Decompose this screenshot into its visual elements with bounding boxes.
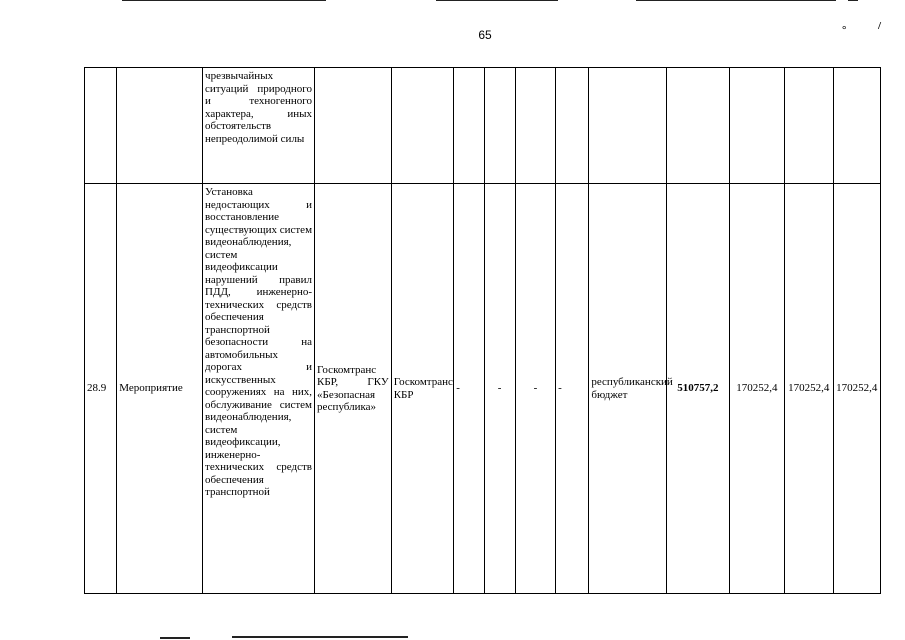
scan-tick-mark: / bbox=[878, 20, 882, 32]
indicator-cell: - bbox=[484, 184, 515, 594]
indicator-cell: - bbox=[556, 184, 589, 594]
row-type-cell bbox=[117, 68, 203, 184]
year-amount-cell: 170252,4 bbox=[785, 184, 833, 594]
program-table bbox=[84, 67, 881, 594]
page-number: 65 bbox=[478, 28, 492, 42]
row-number-cell bbox=[85, 68, 117, 184]
scan-speck-mark: ° bbox=[842, 24, 847, 36]
total-cell: 510757,2 bbox=[667, 184, 730, 594]
description-cell: чрезвычайных ситуаций природного и техногенного характера, иных обстоятельств непреодолимой силы bbox=[203, 68, 315, 184]
footer-rule-main bbox=[232, 636, 408, 638]
indicator-cell bbox=[556, 68, 589, 184]
year-amount-cell bbox=[785, 68, 833, 184]
table-row bbox=[85, 184, 881, 594]
coexecutor-cell bbox=[391, 68, 454, 184]
year-amount-cell bbox=[729, 68, 784, 184]
row-type-cell: Мероприятие bbox=[117, 184, 203, 594]
executor-cell bbox=[315, 68, 392, 184]
header-rule-right bbox=[636, 0, 836, 1]
funding-source-cell: республиканский бюджет bbox=[589, 184, 667, 594]
header-rule-tail bbox=[848, 0, 858, 1]
executor-cell: Госкомтранс КБР, ГКУ «Безопасная республика» bbox=[315, 184, 392, 594]
header-rule-middle bbox=[436, 0, 558, 1]
footer-rule-left bbox=[160, 637, 190, 639]
year-amount-cell: 170252,4 bbox=[729, 184, 784, 594]
indicator-cell bbox=[484, 68, 515, 184]
funding-source-cell bbox=[589, 68, 667, 184]
indicator-cell bbox=[515, 68, 555, 184]
total-cell bbox=[667, 68, 730, 184]
row-number-cell: 28.9 bbox=[85, 184, 117, 594]
indicator-cell: - bbox=[515, 184, 555, 594]
description-cell: Установка недостающих и восстановление существующих систем видеонаблюдения, систем видеофиксации нарушений правил ПДД, инженерно-технических средств обеспечения транспортной безопасности на автомобильных дорогах и искусственных сооружениях на них, обслуживание систем видеонаблюдения, систем видеофиксации, инженерно-технических средств обеспечения транспортной bbox=[203, 184, 315, 594]
indicator-cell bbox=[454, 68, 484, 184]
header-rule-left bbox=[122, 0, 326, 1]
indicator-cell: - bbox=[454, 184, 484, 594]
table-row bbox=[85, 68, 881, 184]
year-amount-cell: 170252,4 bbox=[833, 184, 880, 594]
coexecutor-cell: Госкомтранс КБР bbox=[391, 184, 454, 594]
year-amount-cell bbox=[833, 68, 880, 184]
